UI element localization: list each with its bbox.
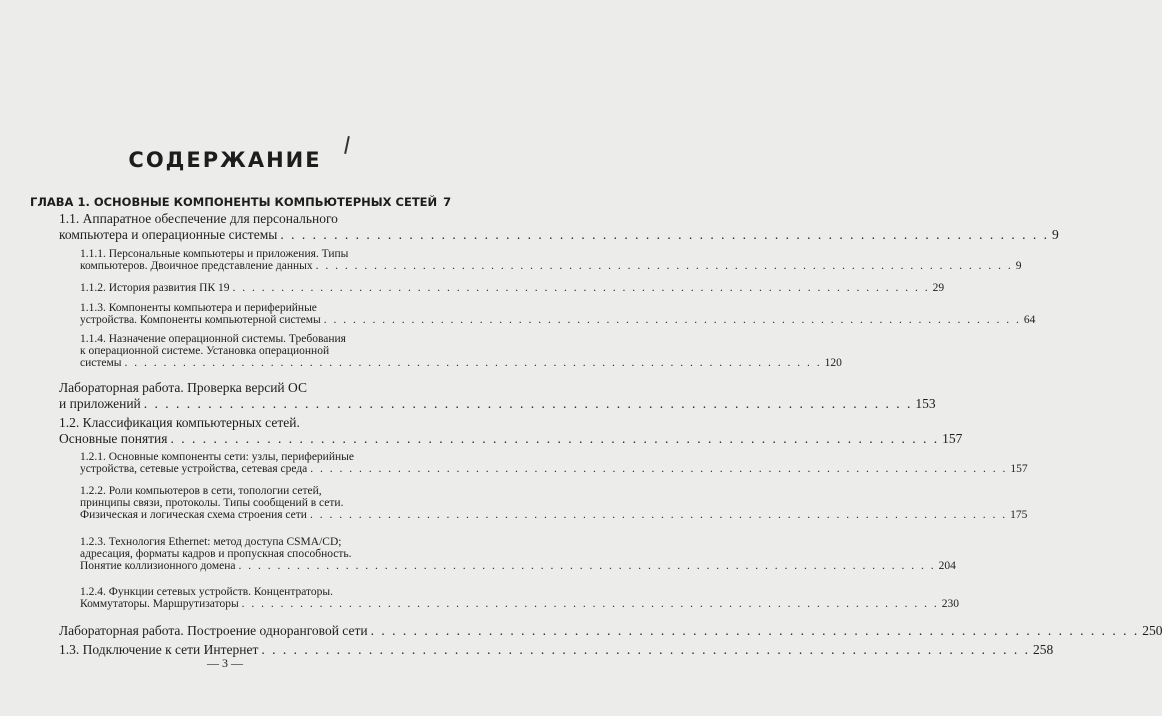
toc-entry-text: компьютеров. Двоичное представление данных xyxy=(80,260,313,272)
toc-chapter[interactable] xyxy=(30,195,452,209)
dot-leader xyxy=(280,227,1049,243)
toc-entry-text: устройства. Компоненты компьютерной системы xyxy=(80,314,321,326)
toc-entry[interactable] xyxy=(80,282,945,294)
toc-entry-text: 1.1. Аппаратное обеспечение для персонального xyxy=(59,211,338,226)
toc-entry[interactable] xyxy=(80,248,1022,272)
toc-entry-text: устройства, сетевые устройства, сетевая среда xyxy=(80,463,308,475)
toc-entry-text: Основные понятия xyxy=(59,431,168,446)
toc-page-number: 230 xyxy=(941,598,960,610)
toc-entry-text: 1.1.4. Назначение операционной системы. Требования xyxy=(80,333,346,345)
toc-page-number: 7 xyxy=(443,195,452,209)
toc-entry[interactable] xyxy=(80,536,956,572)
toc-page-number: 204 xyxy=(938,560,956,572)
toc-page-number: 9 xyxy=(1051,227,1059,242)
toc-entry-text: системы xyxy=(80,357,122,369)
toc-entry[interactable] xyxy=(59,415,963,447)
toc-page-number: 157 xyxy=(942,431,963,446)
toc-entry-text: и приложений xyxy=(59,396,141,411)
toc-entry-text: 1.3. Подключение к сети Интернет xyxy=(59,642,259,657)
dot-leader xyxy=(324,314,1021,326)
dot-leader xyxy=(310,463,1007,475)
toc-entry[interactable] xyxy=(80,302,1036,326)
dot-leader xyxy=(310,509,1007,521)
page-number: — 3 — xyxy=(207,656,243,670)
toc-entry-text: 1.2.4. Функции сетевых устройств. Концентраторы. xyxy=(80,586,334,598)
toc-entry-text: Лабораторная работа. Проверка версий ОС xyxy=(59,380,307,395)
dot-leader xyxy=(233,282,930,294)
toc-page-number: 64 xyxy=(1023,314,1036,326)
dot-leader xyxy=(238,560,935,572)
toc-entry-text: адресация, форматы кадров и пропускная способность. xyxy=(80,548,352,560)
dot-leader xyxy=(242,598,939,610)
toc-entry-text: Физическая и логическая схема строения сети xyxy=(80,509,307,521)
toc-page-number: 29 xyxy=(932,282,945,294)
toc-page-number: 258 xyxy=(1033,642,1054,657)
dot-leader xyxy=(316,260,1013,272)
toc-page-number: 157 xyxy=(1010,463,1028,475)
toc-entry-text: Понятие коллизионного домена xyxy=(80,560,236,572)
dot-leader xyxy=(125,357,822,369)
toc-entry-text: Коммутаторы. Маршрутизаторы xyxy=(80,598,239,610)
toc-page-number: 153 xyxy=(915,396,936,411)
dot-leader xyxy=(171,431,940,447)
toc-entry-text: 1.1.2. История развития ПК 19 xyxy=(80,282,230,294)
toc-entry-text: к операционной системе. Установка операционной xyxy=(80,345,330,357)
toc-entry-text: 1.2.2. Роли компьютеров в сети, топологии сетей, xyxy=(80,485,322,497)
toc-page-number: 250 xyxy=(1142,623,1162,638)
toc-entry[interactable] xyxy=(80,333,842,369)
toc-entry-text: 1.1.3. Компоненты компьютера и периферийные xyxy=(80,302,317,314)
toc-entry[interactable] xyxy=(59,211,1059,243)
toc-page-number: 9 xyxy=(1015,260,1022,272)
toc-entry-text: принципы связи, протоколы. Типы сообщений в сети. xyxy=(80,497,344,509)
dot-leader xyxy=(144,396,913,412)
toc-entry[interactable] xyxy=(59,380,936,412)
toc-page-number: 175 xyxy=(1010,509,1028,521)
toc-entry-text: 1.1.1. Персональные компьютеры и приложения. Типы xyxy=(80,248,349,260)
toc-entry[interactable] xyxy=(80,451,1028,475)
toc-entry-text: Лабораторная работа. Построение одноранговой сети xyxy=(59,623,368,638)
page-title: СОДЕРЖАНИЕ xyxy=(128,148,322,172)
toc-page-number: 120 xyxy=(824,357,842,369)
toc-entry[interactable] xyxy=(80,586,960,610)
toc-chapter-title: ГЛАВА 1. ОСНОВНЫЕ КОМПОНЕНТЫ КОМПЬЮТЕРНЫХ СЕТЕЙ xyxy=(30,195,438,209)
toc-entry-text: 1.2.3. Технология Ethernet: метод доступа CSMA/CD; xyxy=(80,536,342,548)
toc-entry[interactable] xyxy=(59,623,1162,639)
toc-entry-text: 1.2. Классификация компьютерных сетей. xyxy=(59,415,300,430)
dot-leader xyxy=(371,623,1140,639)
toc-entry-text: компьютера и операционные системы xyxy=(59,227,278,242)
toc-entry-text: 1.2.1. Основные компоненты сети: узлы, периферийные xyxy=(80,451,354,463)
toc-entry[interactable] xyxy=(80,485,1028,521)
